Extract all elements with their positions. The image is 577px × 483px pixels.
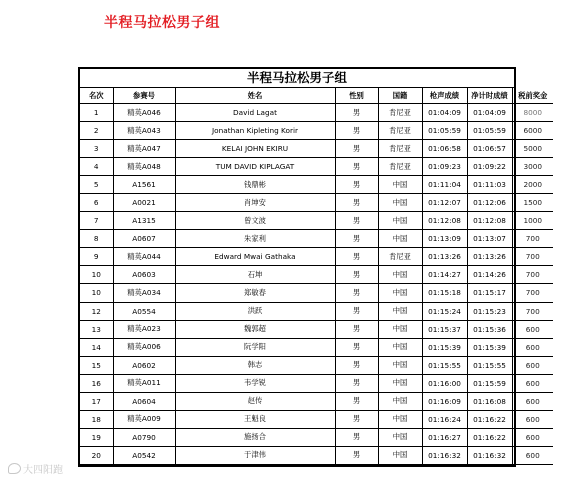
cell-prize: 600 <box>512 410 553 428</box>
cell-rank: 9 <box>80 248 113 266</box>
table-row <box>80 302 553 320</box>
cell-rank: 3 <box>80 140 113 158</box>
cell-runner-name: 施扬合 <box>175 428 335 446</box>
cell-gender: 男 <box>335 446 378 464</box>
results-grid <box>80 88 553 465</box>
cell-runner-name: 洪跃 <box>175 302 335 320</box>
cell-net-time: 01:12:06 <box>467 194 512 212</box>
cell-net-time: 01:06:57 <box>467 140 512 158</box>
cell-gender: 男 <box>335 122 378 140</box>
table-title: 半程马拉松男子组 <box>80 69 514 88</box>
header-row <box>80 88 553 104</box>
table-row <box>80 266 553 284</box>
cell-bib: A0542 <box>113 446 175 464</box>
column-header-nationality: 国籍 <box>378 88 422 104</box>
table-row <box>80 392 553 410</box>
cell-prize: 700 <box>512 284 553 302</box>
cell-prize: 2000 <box>512 176 553 194</box>
cell-runner-name: 于津伟 <box>175 446 335 464</box>
cell-rank: 18 <box>80 410 113 428</box>
cell-nationality: 中国 <box>378 392 422 410</box>
cell-prize: 3000 <box>512 158 553 176</box>
cell-gun-time: 01:13:09 <box>422 230 467 248</box>
cell-net-time: 01:16:08 <box>467 392 512 410</box>
cell-gun-time: 01:15:37 <box>422 320 467 338</box>
table-row <box>80 284 553 302</box>
cell-nationality: 中国 <box>378 302 422 320</box>
cell-gender: 男 <box>335 374 378 392</box>
table-row <box>80 122 553 140</box>
cell-nationality: 中国 <box>378 446 422 464</box>
cell-bib: A1315 <box>113 212 175 230</box>
cell-gun-time: 01:06:58 <box>422 140 467 158</box>
cell-runner-name: KELAI JOHN EKIRU <box>175 140 335 158</box>
cell-runner-name: 曾文波 <box>175 212 335 230</box>
cell-rank: 7 <box>80 212 113 230</box>
cell-rank: 10 <box>80 266 113 284</box>
cell-runner-name: Edward Mwai Gathaka <box>175 248 335 266</box>
cell-gun-time: 01:04:09 <box>422 104 467 122</box>
column-header-name: 姓名 <box>175 88 335 104</box>
cell-bib: A0021 <box>113 194 175 212</box>
cell-runner-name: 王魁良 <box>175 410 335 428</box>
cell-net-time: 01:16:32 <box>467 446 512 464</box>
cell-net-time: 01:11:03 <box>467 176 512 194</box>
column-header-rank: 名次 <box>80 88 113 104</box>
cell-runner-name: 赵传 <box>175 392 335 410</box>
cell-net-time: 01:12:08 <box>467 212 512 230</box>
cell-gender: 男 <box>335 302 378 320</box>
column-header-gender: 性别 <box>335 88 378 104</box>
cell-bib: A0603 <box>113 266 175 284</box>
column-header-bib: 参赛号 <box>113 88 175 104</box>
cell-bib: 精英A047 <box>113 140 175 158</box>
watermark-text: 大四阳跑 <box>23 465 63 476</box>
cell-bib: A0602 <box>113 356 175 374</box>
cell-runner-name: 肖坤安 <box>175 194 335 212</box>
cell-runner-name: TUM DAVID KIPLAGAT <box>175 158 335 176</box>
cell-gender: 男 <box>335 212 378 230</box>
cell-gun-time: 01:15:55 <box>422 356 467 374</box>
cell-rank: 5 <box>80 176 113 194</box>
cell-nationality: 中国 <box>378 356 422 374</box>
cell-nationality: 肯尼亚 <box>378 104 422 122</box>
cell-nationality: 中国 <box>378 284 422 302</box>
table-row <box>80 194 553 212</box>
cell-net-time: 01:15:17 <box>467 284 512 302</box>
cell-prize: 700 <box>512 302 553 320</box>
cell-net-time: 01:15:23 <box>467 302 512 320</box>
cell-bib: 精英A046 <box>113 104 175 122</box>
table-row <box>80 320 553 338</box>
table-row <box>80 158 553 176</box>
cell-rank: 14 <box>80 338 113 356</box>
cell-gun-time: 01:16:09 <box>422 392 467 410</box>
cell-runner-name: 韩志 <box>175 356 335 374</box>
cell-net-time: 01:13:26 <box>467 248 512 266</box>
cell-prize: 5000 <box>512 140 553 158</box>
cell-bib: 精英A006 <box>113 338 175 356</box>
cell-gender: 男 <box>335 410 378 428</box>
table-row <box>80 230 553 248</box>
column-header-net-time: 净计时成绩 <box>467 88 512 104</box>
cell-nationality: 中国 <box>378 428 422 446</box>
cell-gun-time: 01:16:27 <box>422 428 467 446</box>
table-row <box>80 446 553 464</box>
cell-prize: 8000 <box>512 104 553 122</box>
column-header-gun-time: 枪声成绩 <box>422 88 467 104</box>
cell-net-time: 01:16:22 <box>467 428 512 446</box>
cell-bib: 精英A009 <box>113 410 175 428</box>
cell-gender: 男 <box>335 428 378 446</box>
cell-bib: 精英A048 <box>113 158 175 176</box>
cell-gun-time: 01:15:39 <box>422 338 467 356</box>
cell-nationality: 肯尼亚 <box>378 248 422 266</box>
cell-gender: 男 <box>335 248 378 266</box>
cell-rank: 6 <box>80 194 113 212</box>
cell-runner-name: 魏郭超 <box>175 320 335 338</box>
table-row <box>80 428 553 446</box>
cell-bib: 精英A043 <box>113 122 175 140</box>
cell-gun-time: 01:05:59 <box>422 122 467 140</box>
cell-runner-name: 朱家利 <box>175 230 335 248</box>
cell-gender: 男 <box>335 158 378 176</box>
cell-nationality: 中国 <box>378 374 422 392</box>
cell-gun-time: 01:15:18 <box>422 284 467 302</box>
weibo-icon <box>8 463 21 474</box>
cell-net-time: 01:15:59 <box>467 374 512 392</box>
cell-rank: 20 <box>80 446 113 464</box>
cell-gun-time: 01:16:24 <box>422 410 467 428</box>
cell-nationality: 中国 <box>378 230 422 248</box>
cell-net-time: 01:13:07 <box>467 230 512 248</box>
table-row <box>80 410 553 428</box>
cell-runner-name: 韦学锐 <box>175 374 335 392</box>
cell-prize: 600 <box>512 356 553 374</box>
cell-prize: 6000 <box>512 122 553 140</box>
cell-gender: 男 <box>335 140 378 158</box>
table-row <box>80 356 553 374</box>
cell-nationality: 中国 <box>378 410 422 428</box>
cell-gender: 男 <box>335 284 378 302</box>
cell-net-time: 01:05:59 <box>467 122 512 140</box>
cell-bib: A0607 <box>113 230 175 248</box>
cell-runner-name: 郑敏春 <box>175 284 335 302</box>
cell-bib: 精英A044 <box>113 248 175 266</box>
cell-net-time: 01:15:39 <box>467 338 512 356</box>
cell-prize: 700 <box>512 266 553 284</box>
table-row <box>80 248 553 266</box>
cell-runner-name: 石坤 <box>175 266 335 284</box>
cell-runner-name: Jonathan Kipleting Korir <box>175 122 335 140</box>
cell-gun-time: 01:12:08 <box>422 212 467 230</box>
column-header-prize: 税前奖金 <box>512 88 553 104</box>
cell-rank: 19 <box>80 428 113 446</box>
cell-gender: 男 <box>335 392 378 410</box>
cell-nationality: 中国 <box>378 212 422 230</box>
cell-rank: 10 <box>80 284 113 302</box>
cell-prize: 1500 <box>512 194 553 212</box>
cell-net-time: 01:04:09 <box>467 104 512 122</box>
cell-nationality: 肯尼亚 <box>378 158 422 176</box>
cell-gender: 男 <box>335 230 378 248</box>
cell-prize: 600 <box>512 320 553 338</box>
cell-prize: 1000 <box>512 212 553 230</box>
watermark <box>8 461 63 476</box>
table-row <box>80 176 553 194</box>
cell-bib: A1561 <box>113 176 175 194</box>
cell-gun-time: 01:14:27 <box>422 266 467 284</box>
cell-rank: 2 <box>80 122 113 140</box>
cell-gun-time: 01:15:24 <box>422 302 467 320</box>
cell-gun-time: 01:12:07 <box>422 194 467 212</box>
cell-bib: A0604 <box>113 392 175 410</box>
cell-bib: A0790 <box>113 428 175 446</box>
cell-bib: A0554 <box>113 302 175 320</box>
cell-gun-time: 01:13:26 <box>422 248 467 266</box>
results-table <box>78 67 548 467</box>
cell-nationality: 中国 <box>378 338 422 356</box>
cell-net-time: 01:09:22 <box>467 158 512 176</box>
cell-gender: 男 <box>335 194 378 212</box>
cell-prize: 700 <box>512 248 553 266</box>
cell-nationality: 中国 <box>378 266 422 284</box>
cell-bib: 精英A011 <box>113 374 175 392</box>
table-row <box>80 140 553 158</box>
cell-rank: 17 <box>80 392 113 410</box>
cell-gender: 男 <box>335 104 378 122</box>
cell-rank: 12 <box>80 302 113 320</box>
cell-gender: 男 <box>335 356 378 374</box>
cell-rank: 16 <box>80 374 113 392</box>
page-heading: 半程马拉松男子组 <box>104 15 220 31</box>
cell-prize: 600 <box>512 392 553 410</box>
cell-rank: 4 <box>80 158 113 176</box>
table-row <box>80 374 553 392</box>
cell-runner-name: 钱鼎彬 <box>175 176 335 194</box>
cell-rank: 8 <box>80 230 113 248</box>
cell-net-time: 01:16:22 <box>467 410 512 428</box>
cell-net-time: 01:14:26 <box>467 266 512 284</box>
cell-gender: 男 <box>335 266 378 284</box>
cell-rank: 13 <box>80 320 113 338</box>
cell-nationality: 肯尼亚 <box>378 140 422 158</box>
cell-gun-time: 01:16:32 <box>422 446 467 464</box>
cell-prize: 600 <box>512 428 553 446</box>
cell-nationality: 中国 <box>378 176 422 194</box>
cell-nationality: 中国 <box>378 194 422 212</box>
cell-prize: 700 <box>512 230 553 248</box>
cell-gun-time: 01:16:00 <box>422 374 467 392</box>
cell-gun-time: 01:09:23 <box>422 158 467 176</box>
cell-nationality: 肯尼亚 <box>378 122 422 140</box>
cell-prize: 600 <box>512 446 553 464</box>
cell-gender: 男 <box>335 338 378 356</box>
cell-runner-name: David Lagat <box>175 104 335 122</box>
table-row <box>80 104 553 122</box>
cell-gun-time: 01:11:04 <box>422 176 467 194</box>
cell-gender: 男 <box>335 320 378 338</box>
cell-net-time: 01:15:55 <box>467 356 512 374</box>
cell-runner-name: 阮学阳 <box>175 338 335 356</box>
cell-rank: 1 <box>80 104 113 122</box>
cell-gender: 男 <box>335 176 378 194</box>
cell-bib: 精英A023 <box>113 320 175 338</box>
cell-prize: 600 <box>512 374 553 392</box>
table-row <box>80 212 553 230</box>
cell-rank: 15 <box>80 356 113 374</box>
cell-bib: 精英A034 <box>113 284 175 302</box>
cell-prize: 600 <box>512 338 553 356</box>
cell-net-time: 01:15:36 <box>467 320 512 338</box>
cell-nationality: 中国 <box>378 320 422 338</box>
table-row <box>80 338 553 356</box>
